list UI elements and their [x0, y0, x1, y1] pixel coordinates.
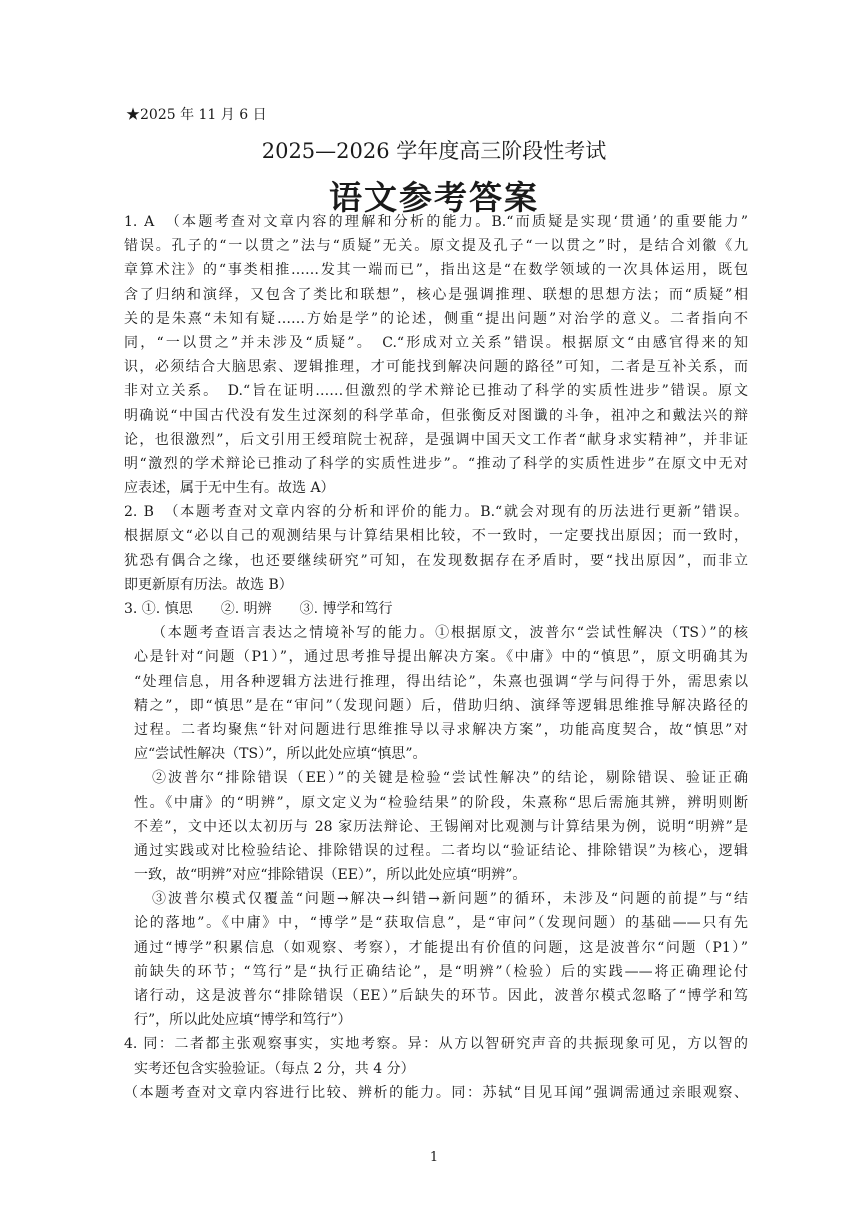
text-line: 错误。孔子的“一以贯之”法与“质疑”无关。原文提及孔子“一以贯之”时，是结合刘徽《九: [124, 238, 748, 255]
text-line: 通过“博学”积累信息（如观察、考察），才能提出有价值的问题，这是波普尔“问题（P1）”: [134, 939, 748, 956]
text-line: 精之”，即“慎思”是在“审问”（发现问题）后，借助归纳、演绎等逻辑思维推导解决路径的: [134, 697, 748, 714]
text-line: 2. B （本题考查对文章内容的分析和评价的能力。B.“就会对现有的历法进行更新”错误。: [124, 504, 748, 521]
exam-date: ★2025 年 11 月 6 日: [126, 107, 267, 123]
text-line: 实考还包含实验验证。（每点 2 分，共 4 分）: [134, 1060, 415, 1077]
text-line: 过程。二者均聚焦“针对问题进行思维推导以寻求解决方案”，功能高度契合，故“慎思”对: [134, 721, 748, 738]
text-line: 论，也很激烈”，后文引用王绶琯院士祝辞，是强调中国天文工作者“献身求实精神”，并非证: [124, 431, 748, 448]
document-title: 语文参考答案: [329, 178, 539, 217]
text-line: 论的落地”。《中庸》中，“博学”是“获取信息”，是“审问”（发现问题）的基础——只有先: [134, 915, 748, 932]
text-line: 章算术注》的“事类相推……发其一端而已”，指出这是“在数学领域的一次具体运用，既包: [124, 262, 748, 279]
text-line: 根据原文“必以自己的观测结果与计算结果相比较，不一致时，一定要找出原因；而一致时，: [124, 528, 748, 545]
text-line: ③波普尔模式仅覆盖“问题→解决→纠错→新问题”的循环，未涉及“问题的前提”与“结: [152, 891, 748, 908]
text-line: 不差”，文中还以太初历与 28 家历法辩论、王锡阐对比观测与计算结果为例，说明“明辨”是: [134, 818, 748, 835]
text-line: ②波普尔“排除错误（EE）”的关键是检验“尝试性解决”的结论，剔除错误、验证正确: [152, 770, 748, 787]
text-line: 应表述，属于无中生有。故选 A）: [124, 480, 335, 497]
text-line: 心是针对“问题（P1）”，通过思考推导提出解决方案。《中庸》中的“慎思”，原文明确其为: [134, 649, 748, 666]
text-line: 含了归纳和演绎，又包含了类比和联想”，核心是强调推理、联想的思想方法；而“质疑”相: [124, 286, 748, 303]
answer-line: 3. ①. 慎思 ②. 明辨 ③. 博学和笃行: [124, 601, 393, 617]
answer-body: [124, 210, 748, 1105]
text-line: 通过实践或对比检验结论、排除错误的过程。二者均以“验证结论、排除错误”为核心，逻辑: [134, 842, 748, 859]
exam-title: 2025—2026 学年度高三阶段性考试: [261, 139, 607, 163]
text-line: “处理信息，用各种逻辑方法进行推理，得出结论”，朱熹也强调“学与问得于外，需思索以: [134, 673, 748, 690]
page-number: 1: [429, 1150, 439, 1165]
text-line: 识，必须结合大脑思索、逻辑推理，才可能找到解决问题的路径”可知，二者是互补关系，而: [124, 359, 748, 376]
text-line: 1. A （本题考查对文章内容的理解和分析的能力。B.“而质疑是实现‘贯通’的重要能力”: [124, 214, 748, 230]
text-line: 非对立关系。 D.“旨在证明……但激烈的学术辩论已推动了科学的实质性进步”错误。原文: [124, 383, 748, 400]
text-line: 明“激烈的学术辩论已推动了科学的实质性进步”。“推动了科学的实质性进步”在原文中无对: [124, 455, 748, 472]
text-line: 明确说“中国古代没有发生过深刻的科学革命，但张衡反对图谶的斗争，祖冲之和戴法兴的辩: [124, 407, 748, 424]
text-line: 同，“一以贯之”并未涉及“质疑”。 C.“形成对立关系”错误。根据原文“由感官得来的知: [124, 334, 748, 351]
text-line: 犹恐有偶合之缘，也还要继续研究”可知，在发现数据存在矛盾时，要“找出原因”，而非立: [124, 552, 748, 569]
text-line: 行”，所以此处应填“博学和笃行”）: [134, 1012, 352, 1029]
text-line: 4. 同：二者都主张观察事实，实地考察。异：从方以智研究声音的共振现象可见，方以智的: [124, 1036, 748, 1053]
text-line: （本题考查语言表达之情境补写的能力。①根据原文，波普尔“尝试性解决（TS）”的核: [152, 625, 748, 642]
text-line: 即更新原有历法。故选 B）: [124, 576, 293, 593]
text-line: 性。《中庸》的“明辨”，原文定义为“检验结果”的阶段，朱熹称“思后需施其辨，辨明则断: [134, 794, 748, 811]
text-line: 一致，故“明辨”对应“排除错误（EE）”，所以此处应填“明辨”。: [134, 867, 527, 884]
text-line: （本题考查对文章内容进行比较、辨析的能力。同：苏轼“目见耳闻”强调需通过亲眼观察、: [124, 1084, 748, 1101]
text-line: 诸行动，这是波普尔“排除错误（EE）”后缺失的环节。因此，波普尔模式忽略了“博学和笃: [134, 988, 748, 1004]
text-line: 前缺失的环节；“笃行”是“执行正确结论”，是“明辨”（检验）后的实践——将正确理论付: [134, 963, 748, 980]
text-line: 关的是朱熹“未知有疑……方始是学”的论述，侧重“提出问题”对治学的意义。二者指向不: [124, 310, 748, 327]
text-line: 应“尝试性解决（TS）”，所以此处应填“慎思”。: [134, 746, 427, 763]
